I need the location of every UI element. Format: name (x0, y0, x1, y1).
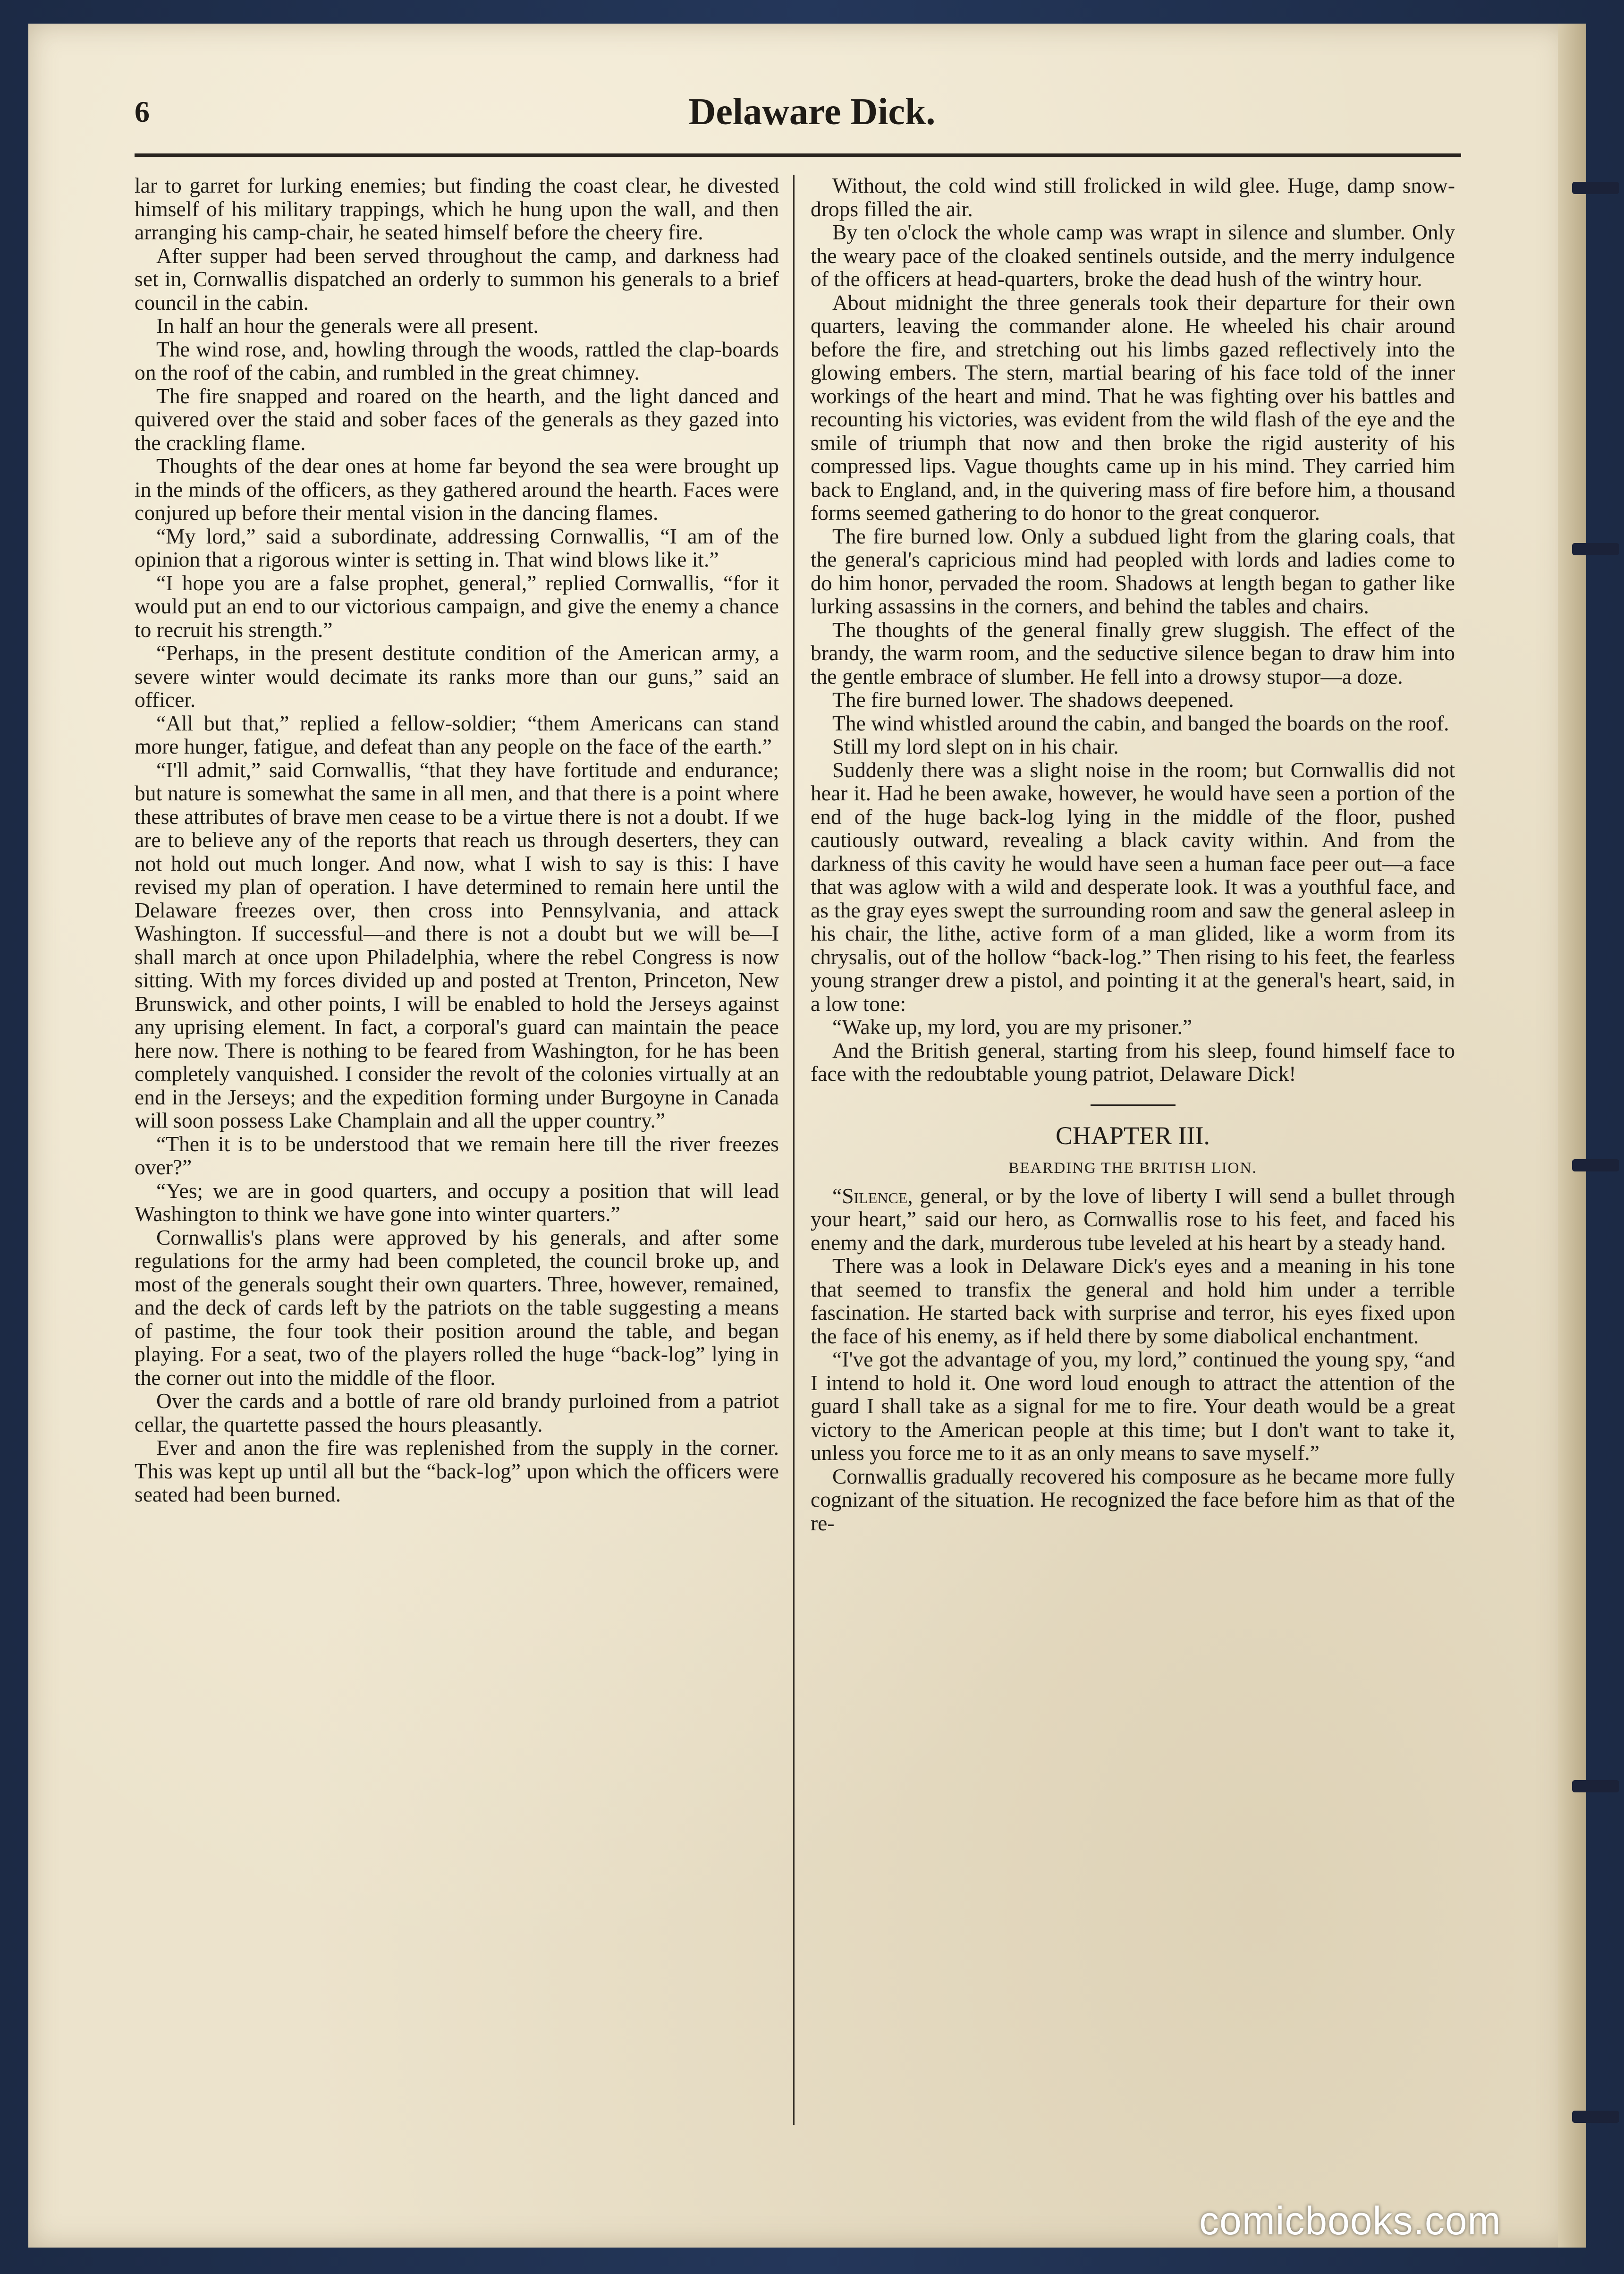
binding-staple (1572, 2111, 1619, 2123)
paragraph: Cornwallis's plans were approved by his generals, and after some regulations for the army had been completed, the council broke up, and most of the generals sought their own quarters. Three, however, remained, and the deck of cards left by the patriots on the table suggesting a means of pastime, the four took their position around the table, and began playing. For a seat, two of the players rolled the huge “back-log” lying in the corner out into the middle of the floor. (135, 1225, 779, 1390)
paragraph: In half an hour the generals were all present. (156, 314, 539, 338)
paragraph: “Wake up, my lord, you are my prisoner.” (832, 1015, 1193, 1039)
chapter-subtitle: BEARDING THE BRITISH LION. (1008, 1159, 1257, 1177)
paragraph: The wind rose, and, howling through the woods, rattled the clap-boards on the roof of the cabin, and rumbled in the great chimney. (135, 337, 779, 384)
chapter-heading: CHAPTER III. (1056, 1121, 1210, 1150)
paragraph: Still my lord slept on in his chair. (832, 734, 1119, 758)
paragraph: By ten o'clock the whole camp was wrapt in silence and slumber. Only the weary pace of the cloaked sentinels outside, and the merry indulgence of the officers at head-quarters, broke the dead hush of the wintry hour. (811, 220, 1455, 291)
chapter-rule (1091, 1104, 1176, 1106)
paragraph-text: , general, or by the love of liberty I will send a bullet through your heart,” said our hero, as Cornwallis rose to his feet, and faced his enemy and the dark, murderous tube leveled at his heart by a steady hand. (811, 1183, 1455, 1255)
paragraph: “All but that,” replied a fellow-soldier; “them Americans can stand more hunger, fatigue, and defeat than any people on the face of the earth.” (135, 711, 779, 758)
paragraph: The fire snapped and roared on the hearth, and the light danced and quivered over the staid and sober faces of the generals as they gazed into the crackling flame. (135, 383, 779, 455)
paragraph: “My lord,” said a subordinate, addressing Cornwallis, “I am of the opinion that a rigorous winter is setting in. That wind blows like it.” (135, 524, 779, 571)
paragraph: And the British general, starting from his sleep, found himself face to face with the redoubtable young patriot, Delaware Dick! (811, 1038, 1455, 1086)
paragraph: Over the cards and a bottle of rare old brandy purloined from a patriot cellar, the quartette passed the hours pleasantly. (135, 1389, 779, 1436)
paragraph: The wind whistled around the cabin, and banged the boards on the roof. (832, 711, 1449, 735)
paragraph: The fire burned low. Only a subdued light from the glaring coals, that the general's capricious mind had peopled with lords and ladies come to do him honor, pervaded the room. Shadows at length began to gather like lurking assassins in the corners, and behind the tables and chairs. (811, 524, 1455, 618)
paragraph: The fire burned lower. The shadows deepened. (832, 687, 1234, 712)
paragraph: Thoughts of the dear ones at home far beyond the sea were brought up in the minds of the officers, as they gathered around the hearth. Faces were conjured up before their mental vision in the dancing flames. (135, 454, 779, 525)
paragraph: “Yes; we are in good quarters, and occupy a position that will lead Washington to think we have gone into winter quarters.” (135, 1178, 779, 1226)
header-rule (135, 153, 1461, 157)
left-column (135, 174, 779, 2129)
binding-staple (1572, 1159, 1619, 1171)
right-column (811, 174, 1455, 2129)
paragraph: There was a look in Delaware Dick's eyes and a meaning in his tone that seemed to transfix the general and hold him under a terrible fascination. He started back with surprise and terror, his eyes fixed upon the face of his enemy, as if held there by some diabolical enchantment. (811, 1254, 1455, 1348)
small-caps-lead: “Silence (832, 1183, 908, 1208)
binding-staple (1572, 1780, 1619, 1792)
binding-staple (1572, 543, 1619, 555)
paragraph (811, 1184, 1455, 1255)
paragraph: lar to garret for lurking enemies; but finding the coast clear, he divested himself of his military trappings, which he hung upon the wall, and then arranging his camp-chair, he seated himself before the cheery fire. (135, 174, 779, 244)
paragraph: Ever and anon the fire was replenished from the supply in the corner. This was kept up until all but the “back-log” upon which the officers were seated had been burned. (135, 1435, 779, 1506)
column-divider (793, 175, 795, 2125)
paragraph: About midnight the three generals took their departure for their own quarters, leaving the commander alone. He wheeled his chair around before the fire, and stretching out his limbs gazed reflectively into the glowing embers. The stern, martial bearing of his face told of the inner workings of the heart and mind. That he was fighting over his battles and recounting his victories, was evident from the wild flash of the eye and the smile of triumph that now and then broke the rigid austerity of his compressed lips. Vague thoughts came up in his mind. They carried him back to England, and, in the quivering mass of fire before him, a thousand forms seemed gathering to do honor to the great conqueror. (811, 290, 1455, 525)
paragraph: Suddenly there was a slight noise in the room; but Cornwallis did not hear it. Had he been awake, however, he would have seen a portion of the end of the huge back-log lying in the middle of the floor, pushed cautiously outward, revealing a black cavity within. And from the darkness of this cavity he would have seen a human face peer out—a face that was aglow with a wild and desperate look. It was a youthful face, and as the gray eyes swept the surrounding room and saw the general asleep in his chair, the lithe, active form of a man glided, like a worm from its chrysalis, out of the hollow “back-log.” Then rising to his feet, the fearless young stranger drew a pistol, and pointing it at the general's heart, said, in a low tone: (811, 757, 1455, 1016)
paragraph: “I hope you are a false prophet, general,” replied Cornwallis, “for it would put an end to our victorious campaign, and give the enemy a chance to recruit his strength.” (135, 570, 779, 642)
paragraph: “I'll admit,” said Cornwallis, “that they have fortitude and endurance; but nature is somewhat the same in all men, and that there is a point where these attributes of brave men cease to be a virtue there is not a doubt. If we are to believe any of the reports that reach us through deserters, they can not hold out much longer. And now, what I wish to say is this: I have revised my plan of operation. I have determined to remain here until the Delaware freezes over, then cross into Pennsylvania, and attack Washington. If successful—and there is not a doubt but we will be—I shall march at once upon Philadelphia, where the rebel Congress is now sitting. With my forces divided up and posted at Trenton, Princeton, New Brunswick, and other points, I will be enabled to hold the Jerseys against any uprising element. In fact, a corporal's guard can maintain the peace here now. There is nothing to be feared from Washington, for he has been completely vanquished. I consider the revolt of the colonies virtually at an end in the Jerseys; and the expedition forming under Burgoyne in Canada will soon possess Lake Champlain and all the upper country.” (135, 757, 779, 1132)
watermark: comicbooks.com (1199, 2198, 1501, 2243)
running-head-title: Delaware Dick. (688, 91, 936, 133)
paragraph: Cornwallis gradually recovered his composure as he became more fully cognizant of the situation. He recognized the face before him as that of the re- (811, 1464, 1455, 1535)
page-edge (1558, 24, 1586, 2248)
paragraph: The thoughts of the general finally grew sluggish. The effect of the brandy, the warm room, and the seductive silence began to draw him into the gentle embrace of slumber. He fell into a drowsy stupor—a doze. (811, 617, 1455, 688)
paragraph: “I've got the advantage of you, my lord,” continued the young spy, “and I intend to hold it. One word loud enough to attract the attention of the guard I shall take as a signal for me to fire. Your death would be a great victory to the American people at this time; but I don't want to take it, unless you force me to it as an only means to save myself.” (811, 1347, 1455, 1465)
binding-staple (1572, 182, 1619, 194)
paragraph: After supper had been served throughout the camp, and darkness had set in, Cornwallis dispatched an orderly to summon his generals to a brief council in the cabin. (135, 243, 779, 314)
paragraph: “Perhaps, in the present destitute condition of the American army, a severe winter would decimate its ranks more than our guns,” said an officer. (135, 641, 779, 712)
paragraph: “Then it is to be understood that we remain here till the river freezes over?” (135, 1131, 779, 1179)
paragraph: Without, the cold wind still frolicked in wild glee. Huge, damp snow-drops filled the air. (811, 174, 1455, 221)
page-number: 6 (135, 95, 150, 128)
